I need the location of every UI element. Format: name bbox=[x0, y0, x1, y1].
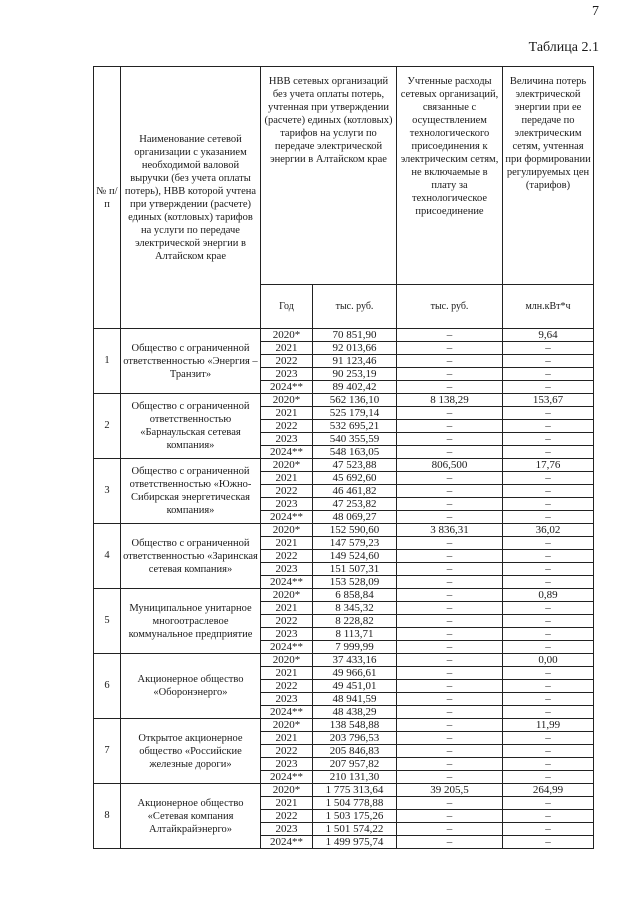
year-cell: 2022 bbox=[261, 355, 313, 368]
costs-cell: – bbox=[397, 758, 503, 771]
header-costs: Учтенные расходы сетевых организаций, связанные с осуществлением технологического присоединения к электрическим сетям, не включаемые в плату за технологическое присоединение bbox=[397, 67, 503, 285]
year-cell: 2024** bbox=[261, 836, 313, 849]
nvv-cell: 1 499 975,74 bbox=[313, 836, 397, 849]
nvv-cell: 205 846,83 bbox=[313, 745, 397, 758]
year-cell: 2022 bbox=[261, 745, 313, 758]
org-name: Открытое акционерное общество «Российские железные дороги» bbox=[121, 719, 261, 784]
year-cell: 2024** bbox=[261, 381, 313, 394]
costs-cell: – bbox=[397, 797, 503, 810]
header-losses-unit: млн.кВт*ч bbox=[503, 285, 594, 329]
nvv-cell: 210 131,30 bbox=[313, 771, 397, 784]
nvv-cell: 207 957,82 bbox=[313, 758, 397, 771]
nvv-cell: 90 253,19 bbox=[313, 368, 397, 381]
losses-cell: – bbox=[503, 758, 594, 771]
org-number: 7 bbox=[94, 719, 121, 784]
losses-cell: – bbox=[503, 706, 594, 719]
costs-cell: – bbox=[397, 537, 503, 550]
org-number: 4 bbox=[94, 524, 121, 589]
year-cell: 2020* bbox=[261, 719, 313, 732]
losses-cell: – bbox=[503, 641, 594, 654]
costs-cell: – bbox=[397, 342, 503, 355]
year-cell: 2020* bbox=[261, 654, 313, 667]
year-cell: 2020* bbox=[261, 459, 313, 472]
table-row bbox=[94, 784, 594, 797]
header-losses: Величина потерь электрической энергии при ее передаче по электрическим сетям, учтенная при формировании регулируемых цен (тарифов) bbox=[503, 67, 594, 285]
year-cell: 2024** bbox=[261, 641, 313, 654]
costs-cell: 39 205,5 bbox=[397, 784, 503, 797]
table-row bbox=[94, 329, 594, 342]
year-cell: 2020* bbox=[261, 784, 313, 797]
losses-cell: – bbox=[503, 576, 594, 589]
costs-cell: 3 836,31 bbox=[397, 524, 503, 537]
header-num: № п/п bbox=[94, 67, 121, 329]
nvv-cell: 91 123,46 bbox=[313, 355, 397, 368]
nvv-cell: 151 507,31 bbox=[313, 563, 397, 576]
nvv-cell: 532 695,21 bbox=[313, 420, 397, 433]
losses-cell: – bbox=[503, 420, 594, 433]
year-cell: 2021 bbox=[261, 667, 313, 680]
losses-cell: – bbox=[503, 836, 594, 849]
costs-cell: 8 138,29 bbox=[397, 394, 503, 407]
table-row bbox=[94, 394, 594, 407]
losses-cell: – bbox=[503, 446, 594, 459]
costs-cell: – bbox=[397, 433, 503, 446]
header-nvv-unit: тыс. руб. bbox=[313, 285, 397, 329]
year-cell: 2023 bbox=[261, 628, 313, 641]
year-cell: 2024** bbox=[261, 771, 313, 784]
nvv-cell: 548 163,05 bbox=[313, 446, 397, 459]
nvv-cell: 153 528,09 bbox=[313, 576, 397, 589]
year-cell: 2021 bbox=[261, 797, 313, 810]
org-name: Акционерное общество «Оборонэнерго» bbox=[121, 654, 261, 719]
year-cell: 2024** bbox=[261, 511, 313, 524]
costs-cell: 806,500 bbox=[397, 459, 503, 472]
nvv-cell: 46 461,82 bbox=[313, 485, 397, 498]
nvv-cell: 48 941,59 bbox=[313, 693, 397, 706]
losses-cell: – bbox=[503, 667, 594, 680]
header-year: Год bbox=[261, 285, 313, 329]
losses-cell: 9,64 bbox=[503, 329, 594, 342]
nvv-cell: 1 501 574,22 bbox=[313, 823, 397, 836]
nvv-cell: 152 590,60 bbox=[313, 524, 397, 537]
nvv-cell: 1 503 175,26 bbox=[313, 810, 397, 823]
year-cell: 2021 bbox=[261, 472, 313, 485]
losses-cell: – bbox=[503, 368, 594, 381]
losses-cell: 11,99 bbox=[503, 719, 594, 732]
costs-cell: – bbox=[397, 550, 503, 563]
org-name: Общество с ограниченной ответственностью «Барнаульская сетевая компания» bbox=[121, 394, 261, 459]
org-number: 5 bbox=[94, 589, 121, 654]
org-number: 8 bbox=[94, 784, 121, 849]
costs-cell: – bbox=[397, 602, 503, 615]
org-name: Муниципальное унитарное многоотраслевое коммунальное предприятие bbox=[121, 589, 261, 654]
year-cell: 2024** bbox=[261, 576, 313, 589]
losses-cell: – bbox=[503, 407, 594, 420]
costs-cell: – bbox=[397, 589, 503, 602]
year-cell: 2023 bbox=[261, 498, 313, 511]
year-cell: 2023 bbox=[261, 758, 313, 771]
losses-cell: – bbox=[503, 745, 594, 758]
losses-cell: – bbox=[503, 498, 594, 511]
year-cell: 2021 bbox=[261, 537, 313, 550]
org-number: 1 bbox=[94, 329, 121, 394]
costs-cell: – bbox=[397, 706, 503, 719]
year-cell: 2023 bbox=[261, 368, 313, 381]
org-number: 2 bbox=[94, 394, 121, 459]
losses-cell: – bbox=[503, 381, 594, 394]
nvv-cell: 47 523,88 bbox=[313, 459, 397, 472]
table-caption: Таблица 2.1 bbox=[528, 40, 599, 55]
costs-cell: – bbox=[397, 498, 503, 511]
costs-cell: – bbox=[397, 368, 503, 381]
nvv-cell: 70 851,90 bbox=[313, 329, 397, 342]
losses-cell: 0,89 bbox=[503, 589, 594, 602]
nvv-cell: 1 504 778,88 bbox=[313, 797, 397, 810]
losses-cell: – bbox=[503, 563, 594, 576]
year-cell: 2020* bbox=[261, 524, 313, 537]
costs-cell: – bbox=[397, 628, 503, 641]
nvv-cell: 6 858,84 bbox=[313, 589, 397, 602]
losses-cell: – bbox=[503, 485, 594, 498]
year-cell: 2020* bbox=[261, 329, 313, 342]
page-number: 7 bbox=[592, 4, 599, 19]
costs-cell: – bbox=[397, 680, 503, 693]
costs-cell: – bbox=[397, 576, 503, 589]
losses-cell: – bbox=[503, 615, 594, 628]
year-cell: 2021 bbox=[261, 407, 313, 420]
year-cell: 2024** bbox=[261, 446, 313, 459]
nvv-cell: 47 253,82 bbox=[313, 498, 397, 511]
year-cell: 2022 bbox=[261, 420, 313, 433]
losses-cell: 36,02 bbox=[503, 524, 594, 537]
losses-cell: – bbox=[503, 511, 594, 524]
costs-cell: – bbox=[397, 472, 503, 485]
nvv-cell: 147 579,23 bbox=[313, 537, 397, 550]
losses-cell: 153,67 bbox=[503, 394, 594, 407]
org-number: 6 bbox=[94, 654, 121, 719]
losses-cell: – bbox=[503, 342, 594, 355]
costs-cell: – bbox=[397, 654, 503, 667]
costs-cell: – bbox=[397, 810, 503, 823]
header-nvv: НВВ сетевых организаций без учета оплаты потерь, учтенная при утверждении (расчете) единых (котловых) тарифов на услуги по передаче электрической энергии в Алтайском крае bbox=[261, 67, 397, 285]
table-row bbox=[94, 654, 594, 667]
losses-cell: – bbox=[503, 602, 594, 615]
costs-cell: – bbox=[397, 745, 503, 758]
losses-cell: – bbox=[503, 355, 594, 368]
losses-cell: 17,76 bbox=[503, 459, 594, 472]
costs-cell: – bbox=[397, 823, 503, 836]
org-name: Акционерное общество «Сетевая компания Алтайкрайэнерго» bbox=[121, 784, 261, 849]
nvv-cell: 48 438,29 bbox=[313, 706, 397, 719]
costs-cell: – bbox=[397, 615, 503, 628]
costs-cell: – bbox=[397, 407, 503, 420]
nvv-cell: 8 345,32 bbox=[313, 602, 397, 615]
year-cell: 2020* bbox=[261, 589, 313, 602]
table-row bbox=[94, 589, 594, 602]
costs-cell: – bbox=[397, 420, 503, 433]
table-row bbox=[94, 524, 594, 537]
losses-cell: 264,99 bbox=[503, 784, 594, 797]
year-cell: 2021 bbox=[261, 732, 313, 745]
costs-cell: – bbox=[397, 563, 503, 576]
year-cell: 2022 bbox=[261, 810, 313, 823]
header-org: Наименование сетевой организации с указанием необходимой валовой выручки (без учета оплаты потерь), НВВ которой учтена при утверждении (расчете) единых (котловых) тарифов на услуги по передаче электрической энергии в Алтайском крае bbox=[121, 67, 261, 329]
losses-cell: – bbox=[503, 550, 594, 563]
costs-cell: – bbox=[397, 446, 503, 459]
nvv-cell: 48 069,27 bbox=[313, 511, 397, 524]
costs-cell: – bbox=[397, 381, 503, 394]
year-cell: 2022 bbox=[261, 615, 313, 628]
table-row bbox=[94, 719, 594, 732]
nvv-cell: 89 402,42 bbox=[313, 381, 397, 394]
losses-cell: – bbox=[503, 732, 594, 745]
org-name: Общество с ограниченной ответственностью «Заринская сетевая компания» bbox=[121, 524, 261, 589]
nvv-cell: 203 796,53 bbox=[313, 732, 397, 745]
losses-cell: – bbox=[503, 472, 594, 485]
year-cell: 2021 bbox=[261, 602, 313, 615]
nvv-cell: 138 548,88 bbox=[313, 719, 397, 732]
nvv-cell: 540 355,59 bbox=[313, 433, 397, 446]
table-row bbox=[94, 459, 594, 472]
losses-cell: 0,00 bbox=[503, 654, 594, 667]
losses-cell: – bbox=[503, 537, 594, 550]
nvv-cell: 49 966,61 bbox=[313, 667, 397, 680]
tariff-table bbox=[93, 66, 594, 849]
losses-cell: – bbox=[503, 797, 594, 810]
costs-cell: – bbox=[397, 641, 503, 654]
costs-cell: – bbox=[397, 771, 503, 784]
losses-cell: – bbox=[503, 823, 594, 836]
losses-cell: – bbox=[503, 680, 594, 693]
nvv-cell: 8 113,71 bbox=[313, 628, 397, 641]
nvv-cell: 45 692,60 bbox=[313, 472, 397, 485]
nvv-cell: 525 179,14 bbox=[313, 407, 397, 420]
year-cell: 2022 bbox=[261, 550, 313, 563]
nvv-cell: 149 524,60 bbox=[313, 550, 397, 563]
costs-cell: – bbox=[397, 511, 503, 524]
nvv-cell: 1 775 313,64 bbox=[313, 784, 397, 797]
nvv-cell: 92 013,66 bbox=[313, 342, 397, 355]
year-cell: 2022 bbox=[261, 485, 313, 498]
year-cell: 2024** bbox=[261, 706, 313, 719]
losses-cell: – bbox=[503, 433, 594, 446]
nvv-cell: 562 136,10 bbox=[313, 394, 397, 407]
nvv-cell: 49 451,01 bbox=[313, 680, 397, 693]
costs-cell: – bbox=[397, 485, 503, 498]
org-name: Общество с ограниченной ответственностью «Энергия – Транзит» bbox=[121, 329, 261, 394]
losses-cell: – bbox=[503, 693, 594, 706]
costs-cell: – bbox=[397, 355, 503, 368]
costs-cell: – bbox=[397, 329, 503, 342]
losses-cell: – bbox=[503, 771, 594, 784]
year-cell: 2021 bbox=[261, 342, 313, 355]
year-cell: 2023 bbox=[261, 433, 313, 446]
costs-cell: – bbox=[397, 732, 503, 745]
costs-cell: – bbox=[397, 719, 503, 732]
nvv-cell: 7 999,99 bbox=[313, 641, 397, 654]
header-costs-unit: тыс. руб. bbox=[397, 285, 503, 329]
org-name: Общество с ограниченной ответственностью «Южно-Сибирская энергетическая компания» bbox=[121, 459, 261, 524]
year-cell: 2023 bbox=[261, 693, 313, 706]
costs-cell: – bbox=[397, 693, 503, 706]
nvv-cell: 8 228,82 bbox=[313, 615, 397, 628]
losses-cell: – bbox=[503, 810, 594, 823]
nvv-cell: 37 433,16 bbox=[313, 654, 397, 667]
org-number: 3 bbox=[94, 459, 121, 524]
year-cell: 2023 bbox=[261, 823, 313, 836]
losses-cell: – bbox=[503, 628, 594, 641]
costs-cell: – bbox=[397, 667, 503, 680]
year-cell: 2020* bbox=[261, 394, 313, 407]
year-cell: 2023 bbox=[261, 563, 313, 576]
costs-cell: – bbox=[397, 836, 503, 849]
year-cell: 2022 bbox=[261, 680, 313, 693]
